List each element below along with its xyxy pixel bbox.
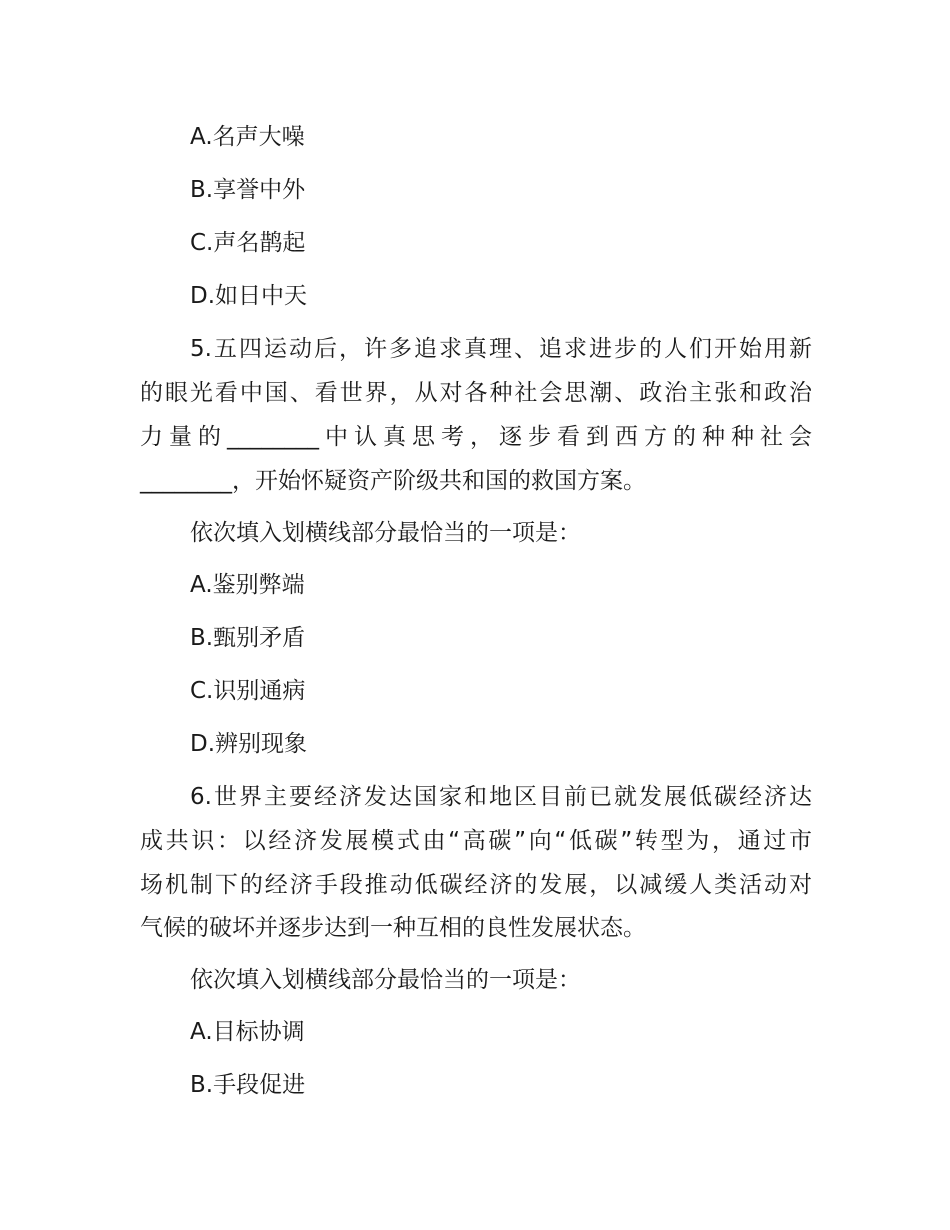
q4-option-c: C.声名鹊起 xyxy=(190,230,306,256)
q5-option-a: A.鉴别弊端 xyxy=(190,572,305,598)
q5-option-c: C.识别通病 xyxy=(190,678,306,704)
q4-option-b: B.享誉中外 xyxy=(190,177,306,203)
q5-stem-line-3: 力量的________中认真思考，逐步看到西方的种种社会 xyxy=(140,424,812,450)
q6-stem-line-4: 气候的破坏并逐步达到一种互相的良性发展状态。 xyxy=(140,915,646,941)
q6-option-b: B.手段促进 xyxy=(190,1072,306,1098)
q5-stem-line-4: ________，开始怀疑资产阶级共和国的救国方案。 xyxy=(140,468,646,494)
q5-stem-line-2: 的眼光看中国、看世界，从对各种社会思潮、政治主张和政治 xyxy=(140,380,812,406)
q6-prompt: 依次填入划横线部分最恰当的一项是： xyxy=(190,967,581,993)
q6-option-a: A.目标协调 xyxy=(190,1019,305,1045)
q5-option-d: D.辨别现象 xyxy=(190,731,308,757)
q4-option-d: D.如日中天 xyxy=(190,283,308,309)
q5-option-b: B.甄别矛盾 xyxy=(190,625,306,651)
q6-stem-line-2: 成共识：以经济发展模式由“高碳”向“低碳”转型为，通过市 xyxy=(140,828,812,854)
q4-option-a: A.名声大噪 xyxy=(190,124,305,150)
q5-prompt: 依次填入划横线部分最恰当的一项是： xyxy=(190,520,581,546)
q6-stem-line-1: 6.世界主要经济发达国家和地区目前已就发展低碳经济达 xyxy=(190,784,812,810)
q5-stem-line-1: 5.五四运动后，许多追求真理、追求进步的人们开始用新 xyxy=(190,336,812,362)
q6-stem-line-3: 场机制下的经济手段推动低碳经济的发展，以减缓人类活动对 xyxy=(140,872,812,898)
